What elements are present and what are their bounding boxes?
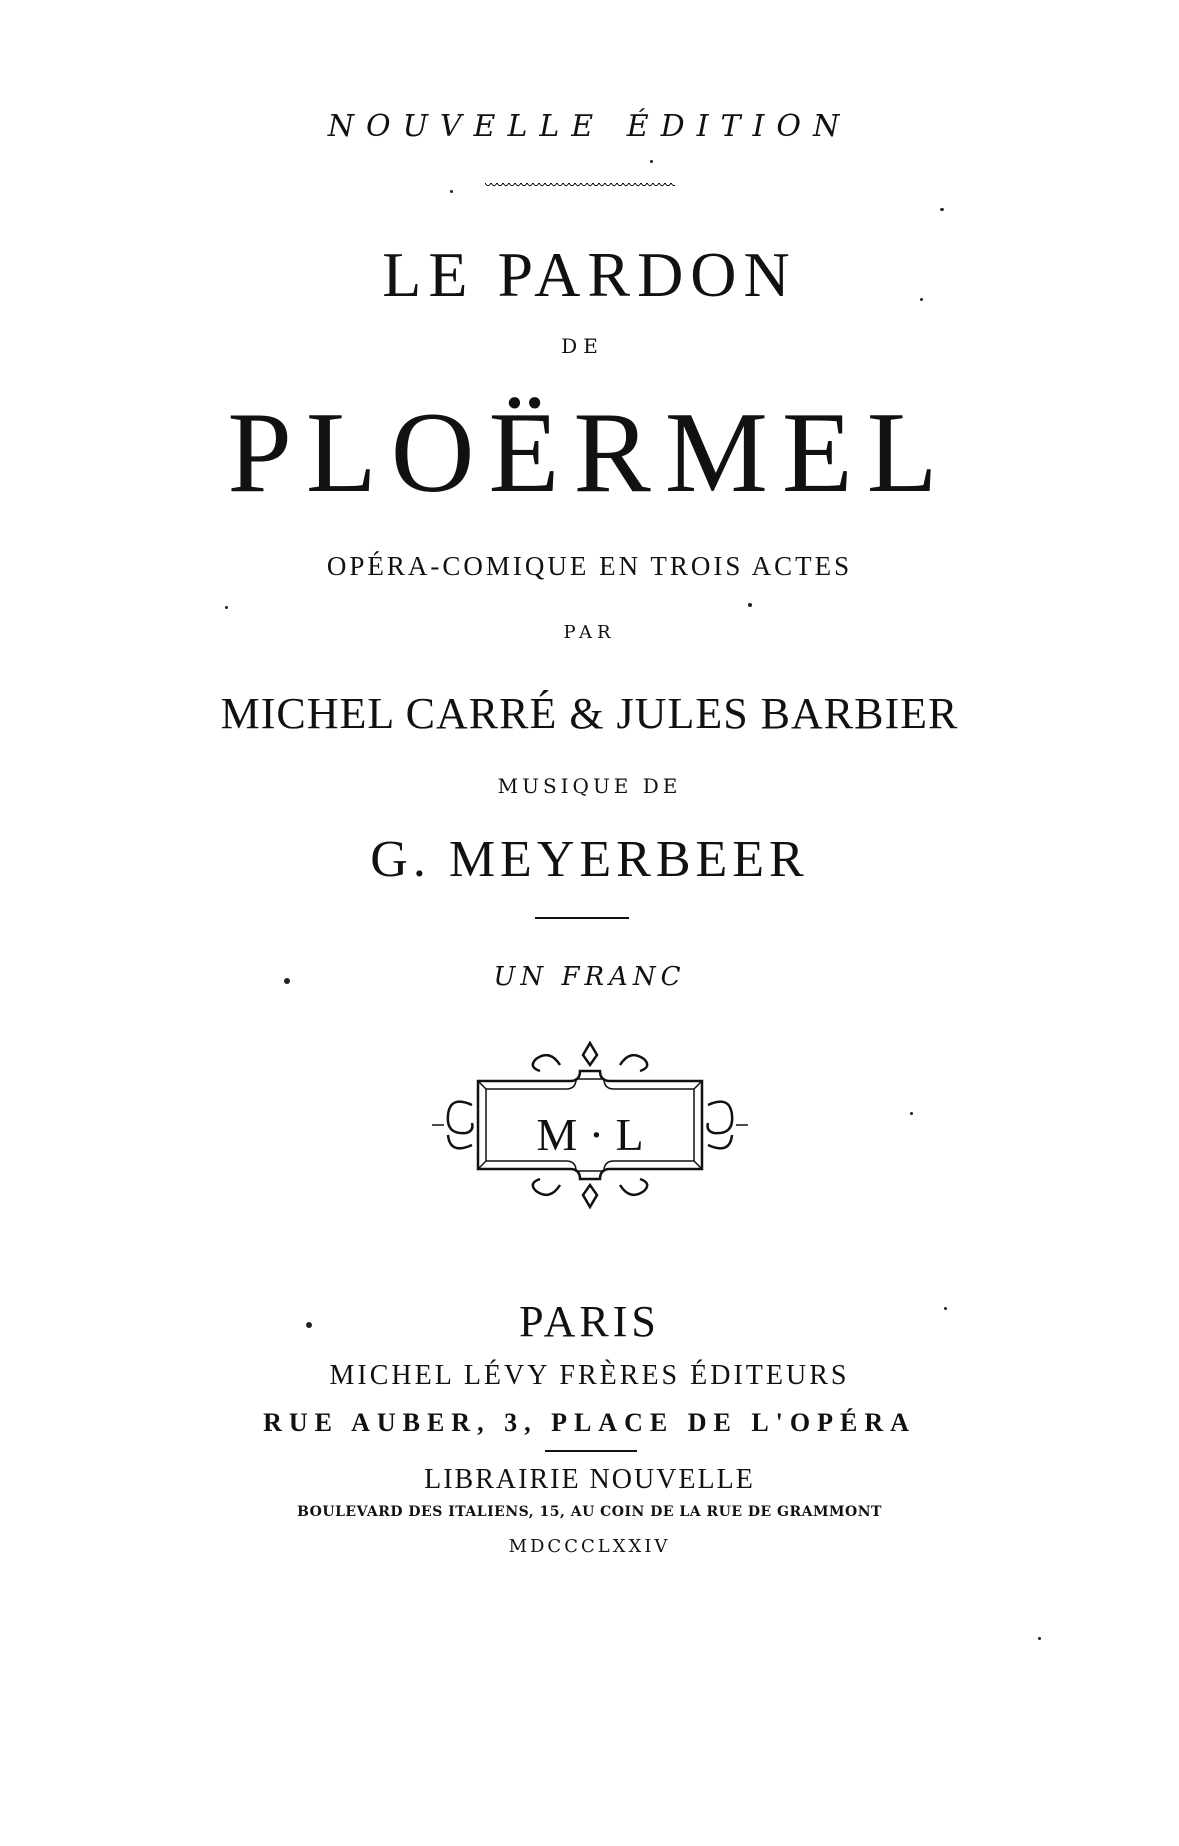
- publisher-line: MICHEL LÉVY FRÈRES ÉDITEURS: [329, 1360, 850, 1391]
- city-line: PARIS: [519, 1297, 660, 1346]
- short-rule-2: [545, 1450, 637, 1452]
- composer-line: G. MEYERBEER: [370, 831, 809, 888]
- price-line: UN FRANC: [493, 962, 686, 992]
- authors-line: MICHEL CARRÉ & JULES BARBIER: [220, 689, 959, 738]
- musique-de-line: MUSIQUE DE: [497, 774, 682, 798]
- address-line: RUE AUBER, 3, PLACE DE L'OPÉRA: [263, 1408, 916, 1437]
- short-rule-1: [535, 917, 629, 919]
- title-line-2: PLOËRMEL: [227, 389, 952, 517]
- par-line: PAR: [563, 622, 616, 643]
- title-line-1: LE PARDON: [382, 239, 797, 310]
- ornamental-wavy-rule: [485, 183, 675, 189]
- bookshop-line: LIBRAIRIE NOUVELLE: [424, 1464, 755, 1495]
- emblem-monogram: M · L: [536, 1109, 644, 1160]
- edition-line: NOUVELLE ÉDITION: [327, 109, 852, 144]
- title-de: DE: [561, 334, 604, 358]
- year-line: MDCCCLXXIV: [508, 1536, 671, 1557]
- genre-line: OPÉRA-COMIQUE EN TROIS ACTES: [326, 551, 853, 581]
- bookshop-address-line: BOULEVARD DES ITALIENS, 15, AU COIN DE LA RUE DE GRAMMONT: [297, 1504, 882, 1520]
